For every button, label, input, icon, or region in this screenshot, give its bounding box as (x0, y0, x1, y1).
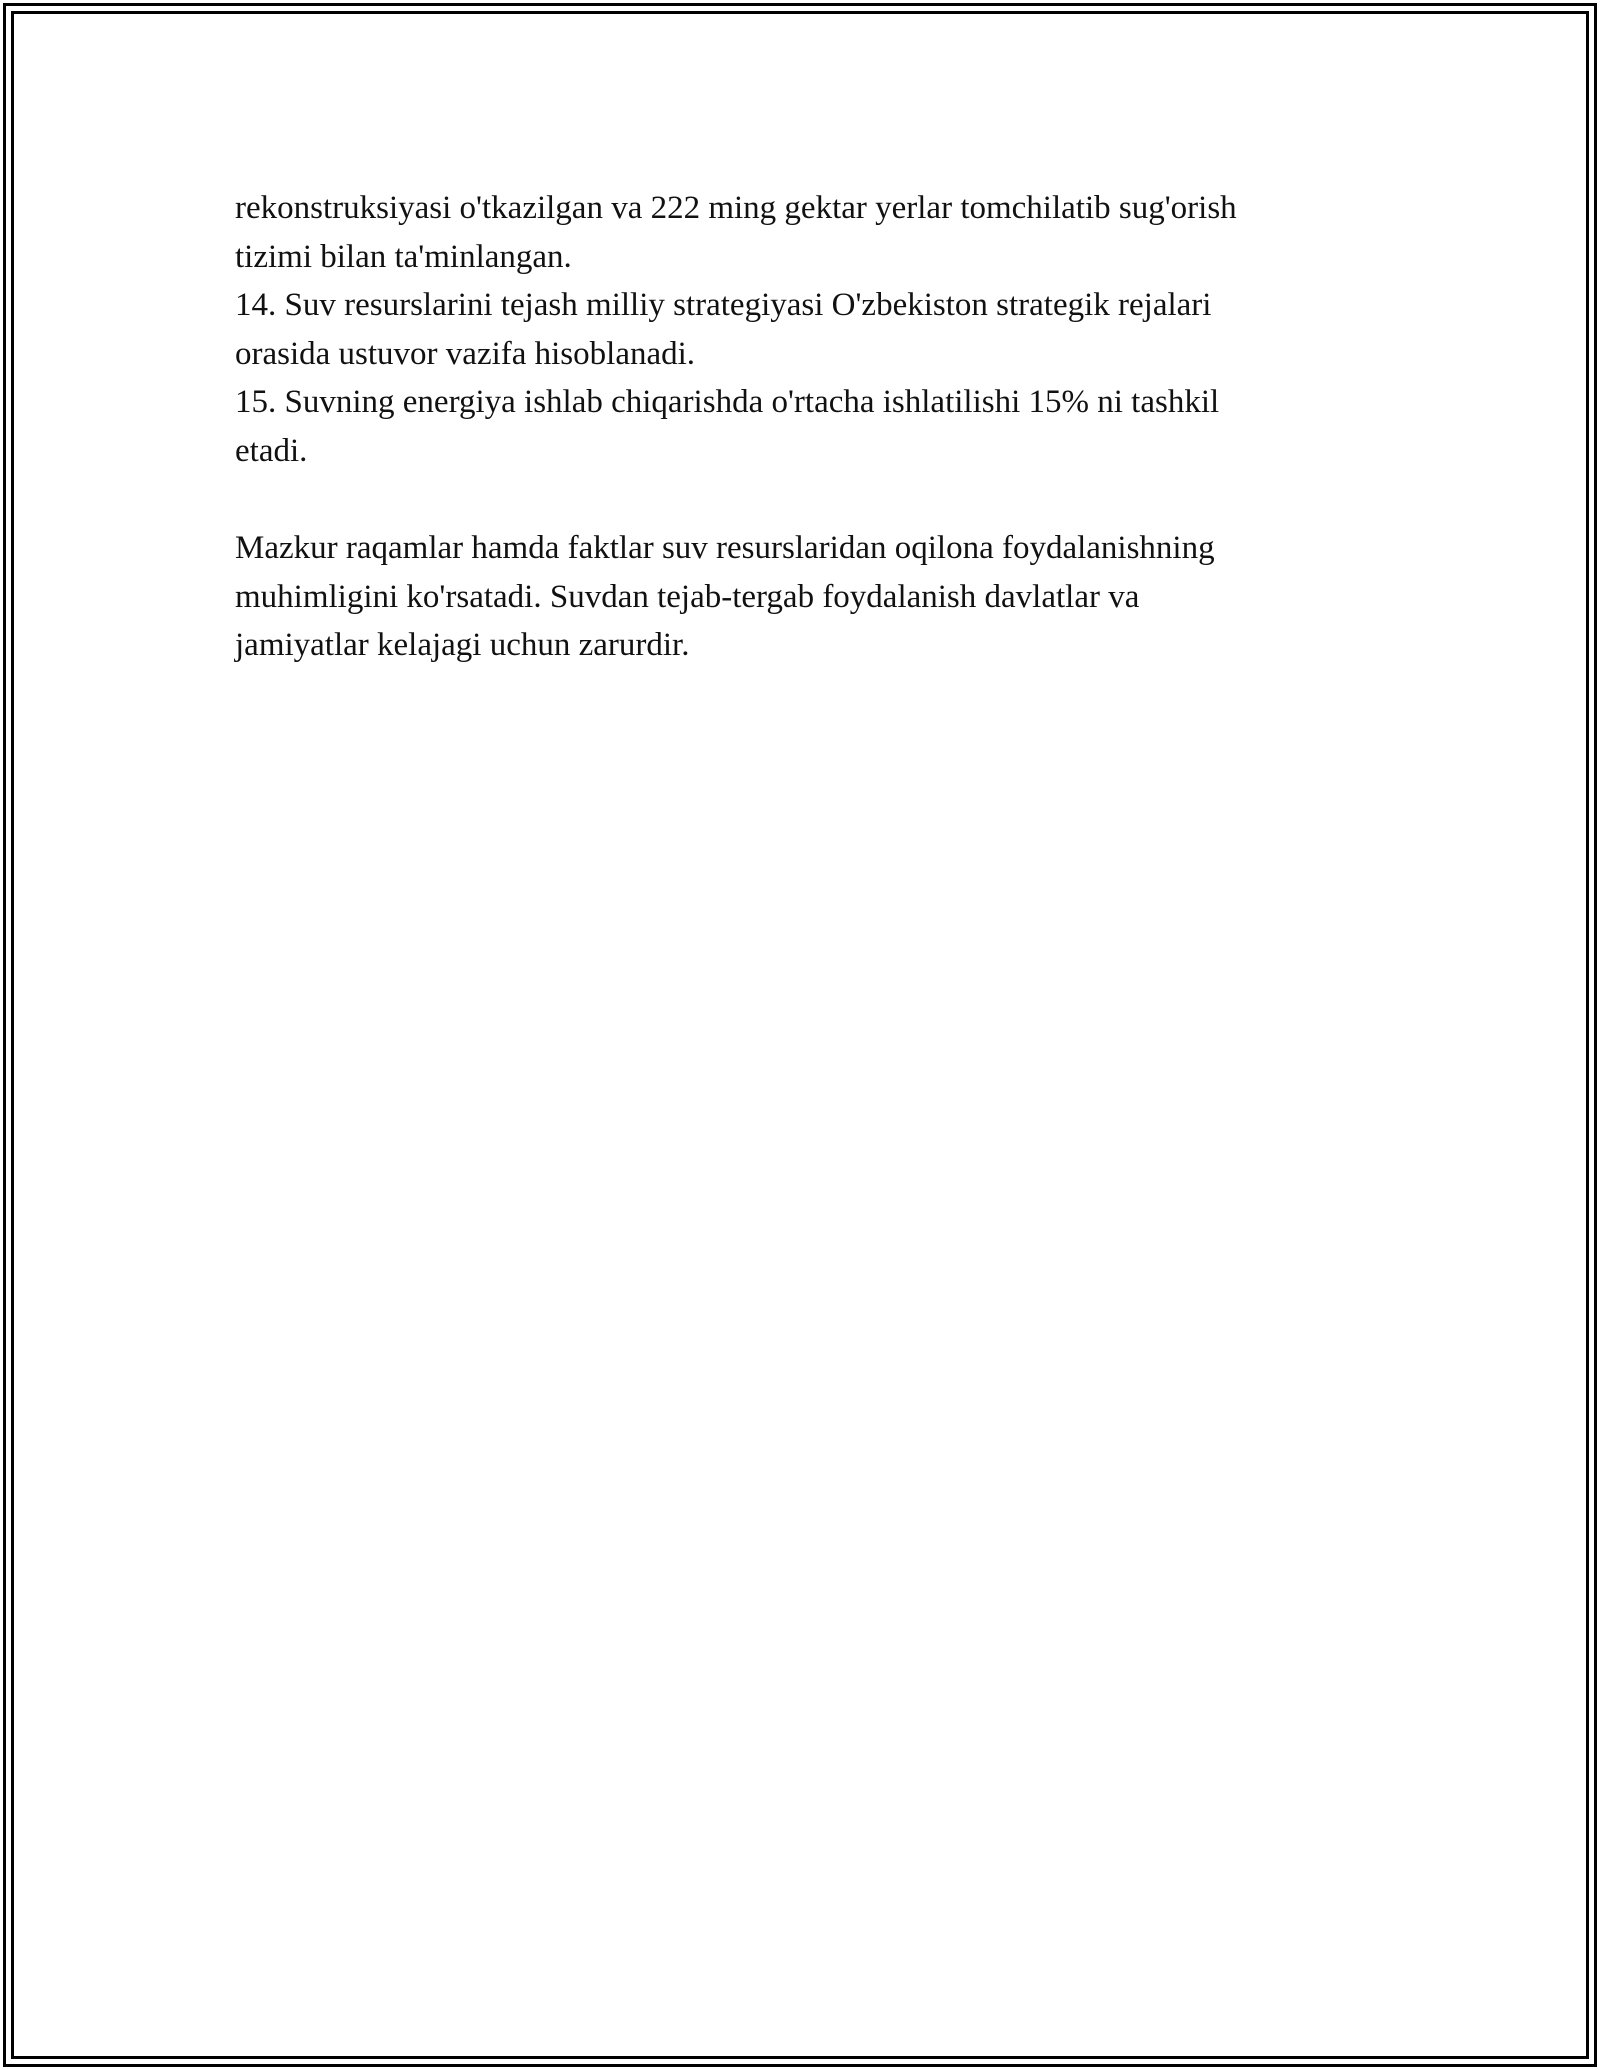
list-item-13-continuation (235, 184, 1365, 281)
text-line: etadi. (235, 432, 308, 469)
text-line: 15. Suvning energiya ishlab chiqarishda o'rtacha ishlatilishi 15% ni tashkil (235, 384, 1220, 421)
list-item-15 (235, 378, 1365, 475)
text-line: jamiyatlar kelajagi uchun zarurdir. (235, 627, 690, 664)
text-line: 14. Suv resurslarini tejash milliy strategiyasi O'zbekiston strategik rejalari (235, 287, 1212, 324)
text-line: muhimligini ko'rsatadi. Suvdan tejab-tergab foydalanish davlatlar va (235, 578, 1140, 615)
text-line: rekonstruksiyasi o'tkazilgan va 222 ming gektar yerlar tomchilatib sug'orish (235, 190, 1237, 226)
text-line: tizimi bilan ta'minlangan. (235, 238, 572, 275)
conclusion-paragraph (235, 524, 1365, 670)
text-line: orasida ustuvor vazifa hisoblanadi. (235, 335, 696, 372)
list-item-14 (235, 281, 1365, 378)
text-line: Mazkur raqamlar hamda faktlar suv resurslaridan oqilona foydalanishning (235, 530, 1215, 567)
document-body (235, 184, 1365, 670)
